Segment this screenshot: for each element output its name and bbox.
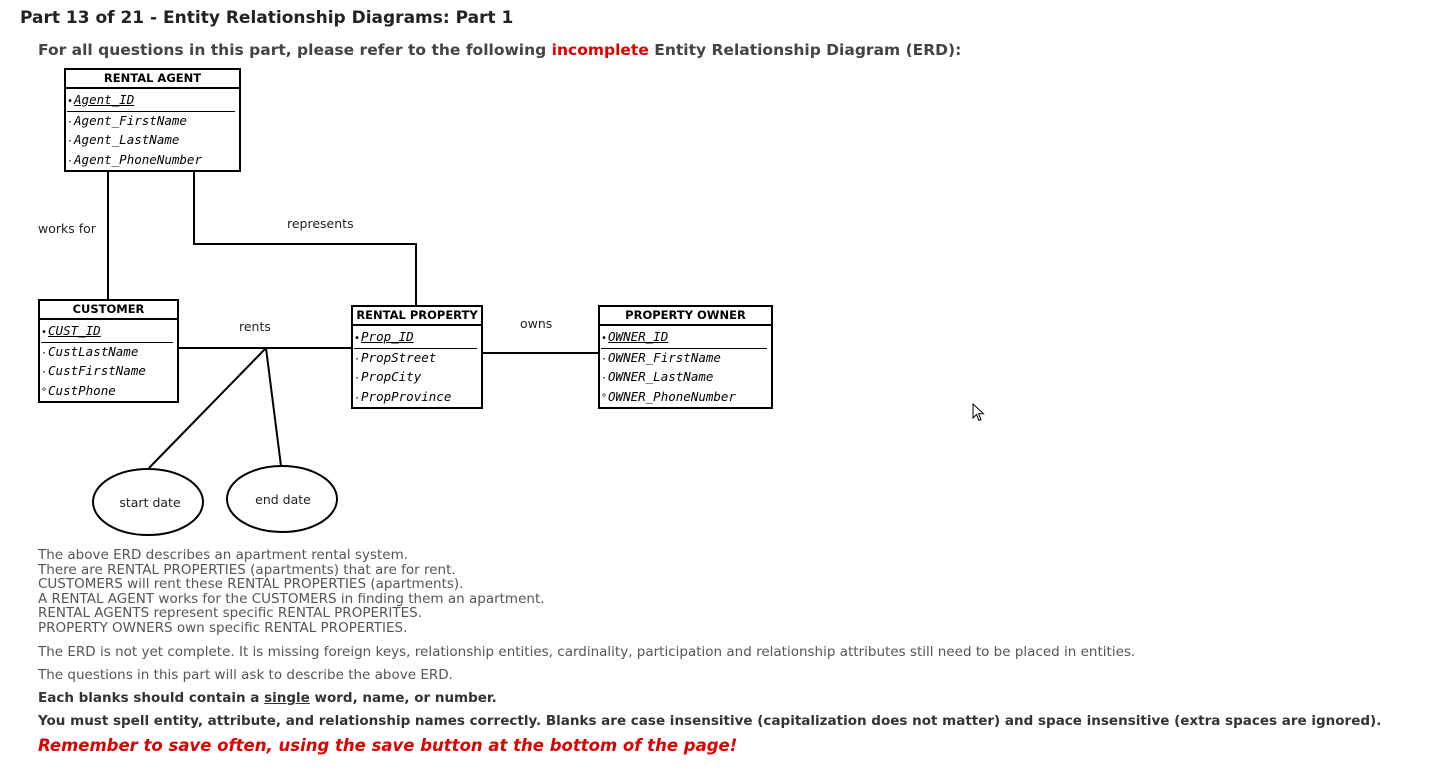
attr: ·CustFirstName <box>41 363 146 378</box>
intro-before: For all questions in this part, please refer to the following <box>38 41 552 59</box>
attr: ·OWNER_LastName <box>601 369 714 384</box>
works-for-label: works for <box>38 221 96 236</box>
attr: ·Agent_LastName <box>67 132 180 147</box>
incomplete-note: The ERD is not yet complete. It is missing foreign keys, relationship entities, cardinality, participation and relationship attributes still need to be placed in entities. <box>38 644 1136 660</box>
intro-highlight: incomplete <box>551 41 649 59</box>
attr-primary-key: •OWNER_ID <box>601 328 767 349</box>
attr-primary-key: •Prop_ID <box>354 328 477 349</box>
entity-title: RENTAL PROPERTY <box>353 307 481 326</box>
entity-rental-agent <box>64 68 241 172</box>
represents-line <box>194 161 416 305</box>
attr: ·Agent_FirstName <box>67 112 187 128</box>
attr: ·CustLastName <box>41 343 139 359</box>
blanks-underlined: single <box>264 690 310 706</box>
erd-description <box>38 548 545 636</box>
blanks-note <box>38 690 497 706</box>
entity-property-owner <box>598 305 773 409</box>
description-line: There are RENTAL PROPERTIES (apartments) that are for rent. <box>38 561 456 578</box>
end-date-connector <box>266 348 281 466</box>
rents-label: rents <box>239 319 271 334</box>
blanks-after: word, name, or number. <box>309 690 497 706</box>
attr-primary-key: •CUST_ID <box>41 322 173 343</box>
spelling-note: You must spell entity, attribute, and relationship names correctly. Blanks are case insensitive (capitalization does not matter) and space insensitive (extra spaces are ignored). <box>38 713 1382 729</box>
entity-rental-property <box>351 305 483 409</box>
description-line: CUSTOMERS will rent these RENTAL PROPERTIES (apartments). <box>38 576 464 593</box>
attr: °CustPhone <box>41 382 116 398</box>
attr: ·PropStreet <box>354 349 437 365</box>
save-reminder: Remember to save often, using the save button at the bottom of the page! <box>38 736 738 755</box>
entity-customer <box>38 299 179 403</box>
attr: ·PropCity <box>354 369 422 384</box>
entity-title: PROPERTY OWNER <box>600 307 771 326</box>
description-line: The above ERD describes an apartment rental system. <box>38 547 409 563</box>
description-line: RENTAL AGENTS represent specific RENTAL PROPERITES. <box>38 605 422 622</box>
description-line: PROPERTY OWNERS own specific RENTAL PROPERTIES. <box>38 619 408 636</box>
blanks-before: Each blanks should contain a <box>38 690 265 706</box>
mouse-cursor-icon <box>972 403 986 423</box>
end-date-label: end date <box>255 492 311 507</box>
questions-note: The questions in this part will ask to describe the above ERD. <box>38 667 453 683</box>
entity-title: CUSTOMER <box>40 301 177 320</box>
owns-label: owns <box>520 316 553 331</box>
intro-after: Entity Relationship Diagram (ERD): <box>648 41 962 59</box>
entity-title: RENTAL AGENT <box>66 70 239 89</box>
attr: ·Agent_PhoneNumber <box>67 151 202 167</box>
attr: ·PropProvince <box>354 388 452 404</box>
attr-primary-key: •Agent_ID <box>67 91 235 112</box>
start-date-label: start date <box>119 495 181 510</box>
represents-label: represents <box>287 216 354 231</box>
part-title: Part 13 of 21 - Entity Relationship Diagrams: Part 1 <box>20 8 514 28</box>
description-line: A RENTAL AGENT works for the CUSTOMERS in finding them an apartment. <box>38 590 545 607</box>
attr: ·OWNER_FirstName <box>601 349 721 365</box>
attr: °OWNER_PhoneNumber <box>601 388 736 404</box>
